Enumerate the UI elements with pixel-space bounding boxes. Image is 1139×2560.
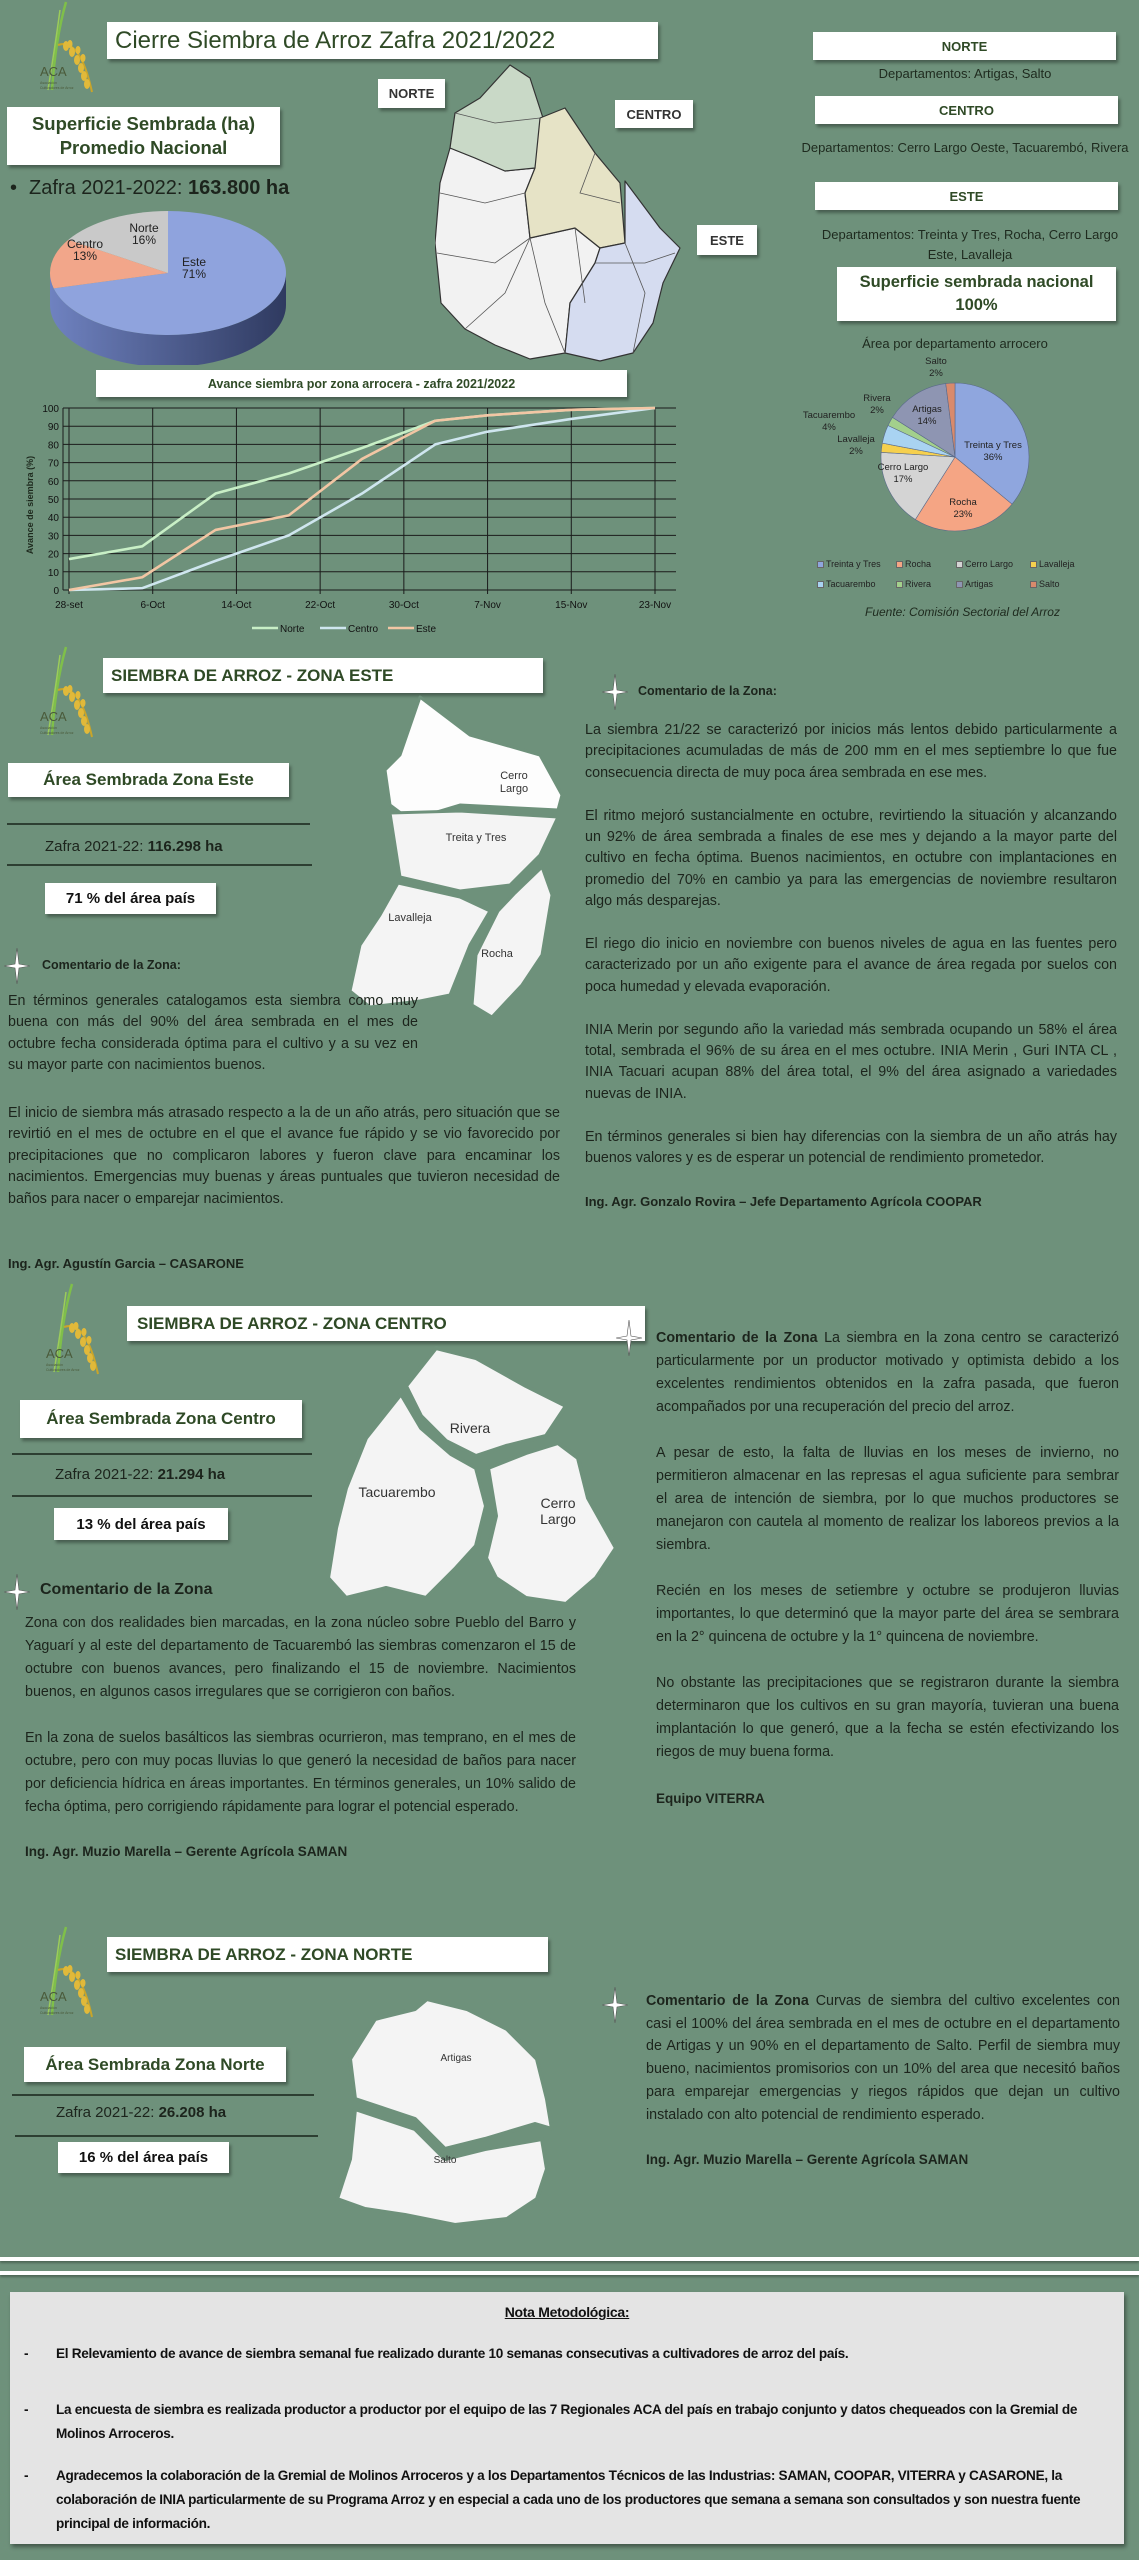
nota-item: - Agradecemos la colaboración de la Gremial de Molinos Arroceros y a los Departamentos Técnicos de las Industrias: SAMAN, COOPAR, VITERRA y CASARONE, la colaboración de INIA particularmente de su Programa Arroz y en especial a cada uno de los productores que semana a semana son consultados y son nuestra fuente principal de información. — [24, 2468, 1081, 2531]
zone-pie-chart-3d — [40, 205, 300, 365]
este-right-comment — [585, 720, 1117, 1212]
svg-text:ACA: ACA — [46, 1346, 73, 1361]
nota-item: - El Relevamiento de avance de siembra semanal fue realizado durante 10 semanas consecutivas a cultivadores de arroz del país. — [24, 2346, 849, 2361]
dept-pie-label-cerro-largo: Cerro Largo 17% — [877, 462, 929, 485]
sparkle-icon — [4, 1574, 30, 1610]
norte-map-label-salto: Salto — [433, 2155, 457, 2166]
centro-pct-badge: 13 % del área país — [54, 1508, 228, 1540]
national-zafra-label: Zafra 2021-2022: — [29, 177, 189, 199]
x-tick-label: 15-Nov — [555, 600, 588, 611]
national-zafra: • Zafra 2021-2022: 163.800 ha — [10, 177, 290, 199]
dept-pie-label-lavalleja: Lavalleja 2% — [837, 434, 875, 457]
map-centro-region — [525, 108, 625, 248]
centro-zafra: Zafra 2021-22: 21.294 ha — [55, 1466, 226, 1483]
comment-paragraph: Comentario de la Zona La siembra en la zona centro se caracterizó particularmente por un productor motivado y optimista debido a los excelentes rendimientos obtenidos en la zafra pasada, que fueron acompañados por una recuperación del precio del arroz. — [656, 1330, 1119, 1415]
y-tick-label: 0 — [53, 586, 59, 597]
sparkle-icon — [4, 948, 30, 984]
x-tick-label: 7-Nov — [474, 600, 501, 611]
zone-este-box: ESTE — [815, 182, 1118, 210]
svg-text:ACA: ACA — [40, 64, 67, 79]
svg-text:Cultivadores de Arroz: Cultivadores de Arroz — [40, 731, 74, 735]
dept-legend-item — [956, 559, 1013, 569]
centro-right-comment — [656, 1327, 1119, 1810]
series-line-norte — [69, 408, 655, 559]
centro-section-title: SIEMBRA DE ARROZ - ZONA CENTRO — [127, 1306, 645, 1341]
comment-paragraph: INIA Merin por segundo año la variedad más sembrada ocupando un 58% el área total, sembrada el 96% de su área en el mes octubre. INIA Merin , Guri INTA CL , INIA Tacuari acupan 88% del área total, el 9% del área asignado a variedades nuevas de INIA. — [585, 1021, 1117, 1102]
centro-zone-map — [326, 1346, 618, 1610]
dept-legend-item — [956, 579, 993, 589]
nota-metodologica — [10, 2292, 1124, 2544]
legend-swatch — [896, 561, 903, 568]
x-tick-label: 14-Oct — [221, 600, 252, 611]
aca-logo — [28, 1282, 108, 1383]
divider — [12, 2094, 314, 2096]
norte-pct-badge: 16 % del área país — [58, 2142, 229, 2173]
legend-label: Salto — [1039, 579, 1060, 589]
svg-text:Cultivadores de Arroz: Cultivadores de Arroz — [46, 1368, 80, 1372]
dept-pie-source: Fuente: Comisión Sectorial del Arroz — [865, 605, 1060, 619]
nota-item: - La encuesta de siembra es realizada productor a productor por el equipo de las 7 Regionales ACA del país en trabajo conjunto y datos chequeados con la Gremial de Molinos Arroceros. — [24, 2402, 1078, 2441]
y-tick-label: 40 — [47, 513, 59, 525]
este-left-comment-p2: El inicio de siembra más atrasado respecto a la de un año atrás, pero situación que se revirtió en el mes de octubre en el que el avance fue rápido y se vio favorecido por precipitaciones que no complicaron labores y fueron clave para encaminar los nacimientos. Emergencias muy buenas y áreas puntuales que tuvieron necesidad de baños para nacer o emparejar nacimientos. — [8, 1105, 560, 1207]
page-title: Cierre Siembra de Arroz Zafra 2021/2022 — [107, 22, 658, 59]
national-zafra-value: 163.800 ha — [188, 177, 290, 199]
comment-paragraph: Zona con dos realidades bien marcadas, en la zona núcleo sobre Pueblo del Barro y Yaguarí y al este del departamento de Tacuarembó las siembras comenzaron el 15 de octubre con buenos avances, pero finalizando el 15 de noviembre. Nacimientos buenos, en algunos casos irregulares que se corrigieron con baños. — [25, 1615, 576, 1700]
map-label-norte: NORTE — [378, 79, 445, 108]
legend-label: Rivera — [905, 579, 932, 589]
legend-label: Lavalleja — [1039, 559, 1075, 569]
y-tick-label: 70 — [47, 458, 59, 470]
norte-right-comment-heading: Comentario de la Zona — [646, 1993, 809, 2009]
national-percent-title: Superficie sembrada nacional — [859, 273, 1094, 291]
legend-swatch — [956, 581, 963, 588]
legend-label-centro: Centro — [348, 624, 379, 635]
centro-map-label-cerro-largo: Cerro Largo — [540, 1495, 576, 1527]
pie3d-label-centro: Centro 13% — [66, 237, 104, 263]
este-right-signature: Ing. Agr. Gonzalo Rovira – Jefe Departamento Agrícola COOPAR — [585, 1193, 982, 1209]
zone-norte-box: NORTE — [813, 32, 1116, 60]
norte-right-signature: Ing. Agr. Muzio Marella – Gerente Agrícola SAMAN — [646, 2152, 969, 2168]
sparkle-icon — [602, 674, 628, 710]
legend-swatch — [1030, 561, 1037, 568]
dept-pie-label-rivera: Rivera 2% — [863, 393, 891, 416]
dept-pie-label-salto: Salto 2% — [925, 356, 947, 379]
divider — [12, 1453, 312, 1455]
y-tick-label: 10 — [47, 567, 59, 579]
comment-paragraph: El ritmo mejoró sustancialmente en octubre, revirtiendo la situación y alcanzando un 92% de área sembrada a finales de ese mes y dejando a la mayor parte del cultivo en fecha óptima. Buenos nacimientos, en octubre con implantaciones en promedio del 70% en cambio ya para las emergencias de noviembre resultaron algo más desparejas. — [585, 807, 1117, 910]
este-left-comment-p1: En términos generales catalogamos esta siembra como muy buena con más del 90% del área sembrada en el mes de octubre fecha considerada óptima para el cultivo y a su vez en su mayor parte con nacimientos buenos. — [8, 993, 418, 1074]
svg-text:ACA: ACA — [40, 709, 67, 724]
x-tick-label: 30-Oct — [388, 600, 419, 611]
dept-legend-item — [1030, 559, 1075, 569]
dept-pie-label-artigas: Artigas 14% — [912, 404, 942, 427]
dept-legend-item — [1030, 579, 1060, 589]
divider — [7, 864, 312, 866]
pie3d-label-este: Este 71% — [181, 255, 207, 281]
map-label-centro: CENTRO — [615, 100, 693, 128]
svg-text:Cultivadores de Arroz: Cultivadores de Arroz — [40, 2011, 74, 2015]
y-tick-label: 50 — [47, 495, 59, 506]
aca-logo — [22, 645, 102, 746]
legend-swatch — [896, 581, 903, 588]
legend-label-este: Este — [416, 624, 437, 635]
legend-swatch — [1030, 581, 1037, 588]
dept-legend-item — [817, 579, 876, 589]
svg-text:Asociación: Asociación — [40, 81, 57, 85]
este-left-signature: Ing. Agr. Agustín Garcia – CASARONE — [8, 1256, 244, 1271]
x-tick-label: 28-set — [55, 600, 83, 611]
national-area-title-1: Superficie Sembrada (ha) — [31, 113, 256, 134]
svg-text:Asociación: Asociación — [40, 726, 57, 730]
comment-paragraph: A pesar de esto, la falta de lluvias en los meses de invierno, no permitieron almacenar en las represas el agua suficiente para sembrar el area de intención de siembra, por lo que muchos productores se manejaron con cautela al momento de realizar los laboreos previos a la siembra. — [656, 1445, 1119, 1553]
legend-label: Artigas — [965, 579, 994, 589]
sparkle-icon — [616, 1320, 642, 1356]
norte-section-title: SIEMBRA DE ARROZ - ZONA NORTE — [107, 1937, 548, 1972]
zone-centro-box: CENTRO — [815, 96, 1118, 124]
dept-pie-label-tacuarembo: Tacuarembo 4% — [802, 410, 856, 433]
comment-paragraph: No obstante las precipitaciones que se registraron durante la siembra determinaron que los cultivos en su gran mayoría, tuvieran una buena implantación lo que generó, que a la fecha se estén efectivizando los riegos de muy buena forma. — [656, 1675, 1119, 1760]
este-map-label-rocha: Rocha — [481, 948, 513, 960]
aca-logo — [22, 1925, 102, 2026]
este-map-label-treinta-y-tres: Treita y Tres — [445, 832, 507, 844]
comment-paragraph: Recién en los meses de setiembre y octubre se produjeron lluvias importantes, lo que determinó que la mayor parte del área se sembrara en la 2° quincena de octubre y la 1° quincena de noviembre. — [656, 1583, 1119, 1645]
centro-left-comment-heading: Comentario de la Zona — [40, 1581, 213, 1598]
svg-text:Asociación: Asociación — [40, 2006, 57, 2010]
zone-norte-depts: Departamentos: Artigas, Salto — [878, 66, 1052, 81]
divider — [15, 2135, 318, 2137]
zone-centro-depts: Departamentos: Cerro Largo Oeste, Tacuarembó, Rivera — [801, 140, 1129, 155]
norte-right-comment — [646, 1990, 1120, 2172]
y-tick-label: 100 — [42, 404, 59, 415]
norte-zafra: Zafra 2021-22: 26.208 ha — [56, 2104, 227, 2121]
este-zafra: Zafra 2021-22: 116.298 ha — [45, 838, 223, 855]
legend-label: Rocha — [905, 559, 932, 569]
legend-label: Cerro Largo — [965, 559, 1014, 569]
este-section-title: SIEMBRA DE ARROZ - ZONA ESTE — [103, 658, 543, 693]
este-left-comment-heading: Comentario de la Zona: — [42, 958, 181, 972]
y-tick-label: 90 — [47, 422, 59, 434]
legend-swatch — [817, 561, 824, 568]
x-tick-label: 22-Oct — [305, 600, 336, 611]
norte-map-label-artigas: Artigas — [440, 2053, 472, 2064]
centro-map-label-tacuarembo: Tacuarembo — [358, 1484, 436, 1500]
este-pct-badge: 71 % del área país — [45, 883, 216, 914]
y-tick-label: 30 — [47, 531, 59, 543]
svg-text:Asociación: Asociación — [46, 1363, 63, 1367]
dept-pie-label-treinta-y-tres: Treinta y Tres 36% — [964, 440, 1022, 463]
comment-paragraph: La siembra 21/22 se caracterizó por inicios más lentos debido particularmente a precipitaciones acumuladas de más de 200 mm en el mes septiembre lo que fue consecuencia directa de muy poca área sembrada en ese mes. — [585, 722, 1117, 781]
legend-label: Tacuarembo — [826, 579, 876, 589]
legend-swatch — [956, 561, 963, 568]
comment-paragraph: El riego dio inicio en noviembre con buenos niveles de agua en las fuentes pero caracterizado por un año exigente para el avance de área regada por suelos con poca humedad y elevada evaporación. — [585, 936, 1117, 995]
national-area-title-2: Promedio Nacional — [59, 137, 228, 158]
aca-logo — [22, 0, 102, 101]
divider-double — [0, 2271, 1139, 2275]
svg-text:Cultivadores de Arroz: Cultivadores de Arroz — [40, 86, 74, 90]
centro-area-title: Área Sembrada Zona Centro — [20, 1400, 302, 1438]
line-chart-ylabel: Avance de siembra (%) — [25, 455, 35, 555]
este-map-label-lavalleja: Lavalleja — [388, 912, 432, 924]
y-tick-label: 60 — [47, 476, 59, 488]
centro-right-signature: Equipo VITERRA — [656, 1791, 765, 1806]
national-area-box — [7, 107, 280, 165]
divider — [7, 823, 310, 825]
este-right-comment-heading: Comentario de la Zona: — [638, 684, 777, 698]
line-chart-title: Avance siembra por zona arrocera - zafra 2021/2022 — [96, 370, 627, 397]
norte-area-title: Área Sembrada Zona Norte — [24, 2047, 286, 2082]
centro-left-signature: Ing. Agr. Muzio Marella – Gerente Agrícola SAMAN — [25, 1844, 348, 1860]
x-tick-label: 23-Nov — [638, 600, 672, 611]
national-percent-box — [837, 267, 1116, 321]
dept-legend-item — [896, 579, 931, 589]
line-chart — [0, 400, 700, 650]
comment-paragraph: En términos generales si bien hay diferencias con la siembra de un año atrás hay buenos valores y es de esperar un potencial de rendimiento prometedor. — [585, 1128, 1117, 1167]
zone-este-depts: Departamentos: Treinta y Tres, Rocha, Cerro Largo Este, Lavalleja — [821, 227, 1119, 262]
dept-pie-title: Área por departamento arrocero — [862, 336, 1048, 351]
centro-left-comment — [25, 1612, 576, 1863]
dept-pie-label-rocha: Rocha 23% — [949, 497, 977, 520]
divider-double — [0, 2257, 1139, 2261]
dept-legend-item — [896, 559, 931, 569]
legend-label: Treinta y Tres — [826, 559, 881, 569]
svg-text:ACA: ACA — [40, 1989, 67, 2004]
pie3d-label-norte: Norte 16% — [129, 221, 159, 247]
legend-swatch — [817, 581, 824, 588]
nota-title: Nota Metodológica: — [504, 2304, 630, 2320]
x-tick-label: 6-Oct — [140, 600, 165, 611]
centro-map-label-rivera: Rivera — [449, 1420, 491, 1436]
comment-paragraph: Comentario de la Zona Curvas de siembra del cultivo excelentes con casi el 100% del área sembrada en el mes de octubre en el departamento de Artigas y un 90% en el departamento de Salto. Perfil de siembra muy bueno, nacimientos promisorios con un 10% del area que necesitó baños para emparejar emergencias y riegos rápidos que dejan un cultivo instalado con alto potencial de rendimiento esperado. — [646, 1993, 1120, 2123]
comment-paragraph: En la zona de suelos basálticos las siembras ocurrieron, mas temprano, en el mes de octubre, pero con muy pocas lluvias lo que generó la necesidad de baños para nacer por deficiencia hídrica en áreas importantes. En términos generales, un 10% salido de fecha óptima, pero corrigiendo rápidamente para lograr el potencial esperado. — [25, 1730, 576, 1815]
centro-right-comment-heading: Comentario de la Zona — [656, 1330, 818, 1346]
y-tick-label: 80 — [47, 440, 59, 452]
este-area-title: Área Sembrada Zona Este — [8, 763, 289, 797]
divider — [12, 1495, 312, 1497]
y-tick-label: 20 — [47, 549, 59, 561]
dept-legend-item — [817, 559, 881, 569]
norte-zone-map — [335, 1997, 563, 2229]
map-label-este: ESTE — [697, 225, 757, 255]
este-map-label-cerro-largo: Cerro Largo — [499, 770, 529, 795]
este-zone-map — [340, 695, 565, 1020]
legend-label-norte: Norte — [280, 624, 305, 635]
sparkle-icon — [602, 1987, 628, 2023]
national-percent-value: 100% — [955, 296, 998, 314]
